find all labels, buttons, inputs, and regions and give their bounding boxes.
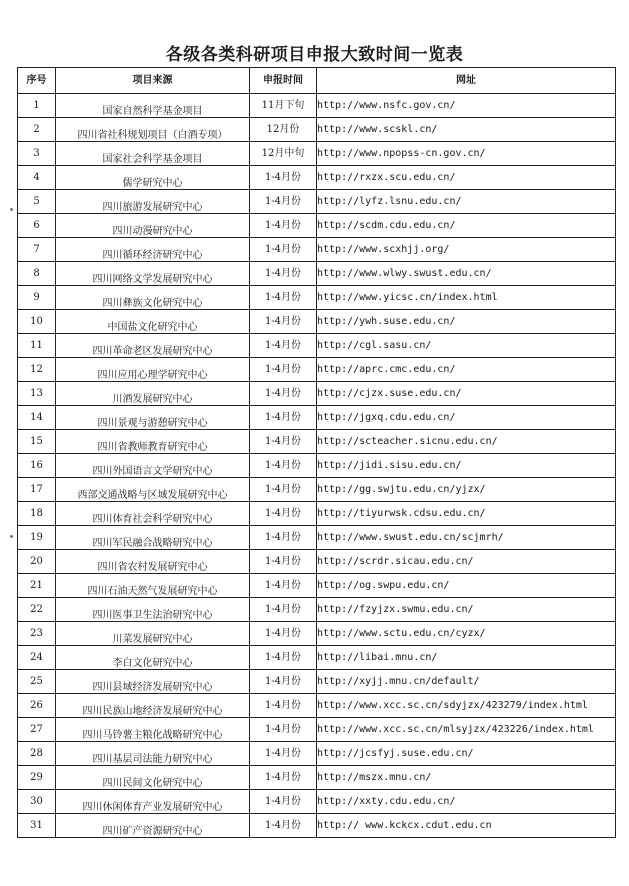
row-number: 21 [18, 574, 56, 598]
website-url[interactable]: http://aprc.cmc.edu.cn/ [317, 358, 616, 382]
project-source: 川酒发展研究中心 [56, 382, 250, 406]
application-time: 12月份 [250, 118, 317, 142]
table-row [18, 358, 616, 382]
project-source: 四川体育社会科学研究中心 [56, 502, 250, 526]
header-no: 序号 [18, 68, 56, 94]
table-row [18, 286, 616, 310]
website-url[interactable]: http:// www.kckcx.cdut.edu.cn [317, 814, 616, 838]
table-row [18, 190, 616, 214]
row-number: 9 [18, 286, 56, 310]
project-source: 四川应用心理学研究中心 [56, 358, 250, 382]
website-url[interactable]: http://www.xcc.sc.cn/mlsyjzx/423226/index.html [317, 718, 616, 742]
table-row [18, 574, 616, 598]
row-number: 20 [18, 550, 56, 574]
table-row [18, 214, 616, 238]
table-row [18, 502, 616, 526]
table-header-row [18, 68, 616, 94]
table-body [18, 94, 616, 838]
header-url: 网址 [317, 68, 616, 94]
project-source: 四川民间文化研究中心 [56, 766, 250, 790]
application-time: 1-4月份 [250, 526, 317, 550]
application-time: 1-4月份 [250, 814, 317, 838]
application-time: 1-4月份 [250, 382, 317, 406]
table-row [18, 166, 616, 190]
application-time: 11月下旬 [250, 94, 317, 118]
application-time: 1-4月份 [250, 286, 317, 310]
application-time: 1-4月份 [250, 334, 317, 358]
row-number: 15 [18, 430, 56, 454]
project-source: 儒学研究中心 [56, 166, 250, 190]
table-row [18, 334, 616, 358]
scan-speck [10, 208, 13, 211]
row-number: 14 [18, 406, 56, 430]
website-url[interactable]: http://scdm.cdu.edu.cn/ [317, 214, 616, 238]
row-number: 23 [18, 622, 56, 646]
website-url[interactable]: http://og.swpu.edu.cn/ [317, 574, 616, 598]
row-number: 31 [18, 814, 56, 838]
table-row [18, 670, 616, 694]
table-row [18, 766, 616, 790]
project-source: 四川革命老区发展研究中心 [56, 334, 250, 358]
application-time: 1-4月份 [250, 166, 317, 190]
project-source: 李白文化研究中心 [56, 646, 250, 670]
project-source: 四川外国语言文学研究中心 [56, 454, 250, 478]
project-source: 四川军民融合战略研究中心 [56, 526, 250, 550]
row-number: 28 [18, 742, 56, 766]
project-source: 四川省社科规划项目（白酒专项） [56, 118, 250, 142]
row-number: 26 [18, 694, 56, 718]
row-number: 3 [18, 142, 56, 166]
application-time: 1-4月份 [250, 766, 317, 790]
website-url[interactable]: http://jcsfyj.suse.edu.cn/ [317, 742, 616, 766]
website-url[interactable]: http://libai.mnu.cn/ [317, 646, 616, 670]
application-time: 1-4月份 [250, 574, 317, 598]
table-row [18, 622, 616, 646]
application-time: 1-4月份 [250, 478, 317, 502]
row-number: 11 [18, 334, 56, 358]
application-time: 1-4月份 [250, 718, 317, 742]
table-row [18, 646, 616, 670]
application-time: 1-4月份 [250, 238, 317, 262]
page-title: 各级各类科研项目申报大致时间一览表 [165, 45, 464, 65]
website-url[interactable]: http://www.yicsc.cn/index.html [317, 286, 616, 310]
row-number: 24 [18, 646, 56, 670]
website-url[interactable]: http://www.scxhjj.org/ [317, 238, 616, 262]
website-url[interactable]: http://gg.swjtu.edu.cn/yjzx/ [317, 478, 616, 502]
application-time: 1-4月份 [250, 454, 317, 478]
project-source: 四川彝族文化研究中心 [56, 286, 250, 310]
application-time: 1-4月份 [250, 670, 317, 694]
project-source: 西部交通战略与区域发展研究中心 [56, 478, 250, 502]
project-source: 川菜发展研究中心 [56, 622, 250, 646]
application-time: 1-4月份 [250, 742, 317, 766]
table-row [18, 238, 616, 262]
table-row [18, 550, 616, 574]
website-url[interactable]: http://www.nsfc.gov.cn/ [317, 94, 616, 118]
application-time: 12月中旬 [250, 142, 317, 166]
website-url[interactable]: http://scrdr.sicau.edu.cn/ [317, 550, 616, 574]
website-url[interactable]: http://mszx.mnu.cn/ [317, 766, 616, 790]
table-row [18, 526, 616, 550]
row-number: 7 [18, 238, 56, 262]
table-row [18, 742, 616, 766]
application-time: 1-4月份 [250, 694, 317, 718]
project-source: 四川马铃薯主粮化战略研究中心 [56, 718, 250, 742]
website-url[interactable]: http://lyfz.lsnu.edu.cn/ [317, 190, 616, 214]
website-url[interactable]: http://cjzx.suse.edu.cn/ [317, 382, 616, 406]
table-row [18, 262, 616, 286]
scan-speck [10, 535, 13, 538]
website-url[interactable]: http://www.wlwy.swust.edu.cn/ [317, 262, 616, 286]
project-source: 四川休闲体育产业发展研究中心 [56, 790, 250, 814]
application-time: 1-4月份 [250, 190, 317, 214]
website-url[interactable]: http://www.swust.edu.cn/scjmrh/ [317, 526, 616, 550]
website-url[interactable]: http://jgxq.cdu.edu.cn/ [317, 406, 616, 430]
row-number: 16 [18, 454, 56, 478]
project-source: 四川网络文学发展研究中心 [56, 262, 250, 286]
table-row [18, 478, 616, 502]
application-time: 1-4月份 [250, 622, 317, 646]
table-row [18, 310, 616, 334]
project-source: 四川医事卫生法治研究中心 [56, 598, 250, 622]
row-number: 12 [18, 358, 56, 382]
application-time: 1-4月份 [250, 790, 317, 814]
project-schedule-table [17, 67, 616, 838]
table-row [18, 790, 616, 814]
header-time: 申报时间 [250, 68, 317, 94]
project-source: 四川石油天然气发展研究中心 [56, 574, 250, 598]
row-number: 29 [18, 766, 56, 790]
project-source: 四川矿产资源研究中心 [56, 814, 250, 838]
application-time: 1-4月份 [250, 262, 317, 286]
project-source: 四川民族山地经济发展研究中心 [56, 694, 250, 718]
website-url[interactable]: http://jidi.sisu.edu.cn/ [317, 454, 616, 478]
website-url[interactable]: http://xxty.cdu.edu.cn/ [317, 790, 616, 814]
row-number: 18 [18, 502, 56, 526]
project-source: 四川县域经济发展研究中心 [56, 670, 250, 694]
application-time: 1-4月份 [250, 406, 317, 430]
website-url[interactable]: http://www.sctu.edu.cn/cyzx/ [317, 622, 616, 646]
table-row [18, 814, 616, 838]
table-row [18, 454, 616, 478]
row-number: 6 [18, 214, 56, 238]
application-time: 1-4月份 [250, 550, 317, 574]
website-url[interactable]: http://tiyurwsk.cdsu.edu.cn/ [317, 502, 616, 526]
application-time: 1-4月份 [250, 646, 317, 670]
application-time: 1-4月份 [250, 430, 317, 454]
table-row [18, 94, 616, 118]
row-number: 2 [18, 118, 56, 142]
website-url[interactable]: http://cgl.sasu.cn/ [317, 334, 616, 358]
row-number: 27 [18, 718, 56, 742]
row-number: 10 [18, 310, 56, 334]
website-url[interactable]: http://xyjj.mnu.cn/default/ [317, 670, 616, 694]
table-row [18, 598, 616, 622]
website-url[interactable]: http://www.xcc.sc.cn/sdyjzx/423279/index.html [317, 694, 616, 718]
website-url[interactable]: http://www.scskl.cn/ [317, 118, 616, 142]
table-row [18, 718, 616, 742]
header-source: 项目来源 [56, 68, 250, 94]
project-source: 四川动漫研究中心 [56, 214, 250, 238]
row-number: 25 [18, 670, 56, 694]
table-row [18, 430, 616, 454]
website-url[interactable]: http://ywh.suse.edu.cn/ [317, 310, 616, 334]
website-url[interactable]: http://fzyjzx.swmu.edu.cn/ [317, 598, 616, 622]
project-source: 四川旅游发展研究中心 [56, 190, 250, 214]
project-source: 中国盐文化研究中心 [56, 310, 250, 334]
application-time: 1-4月份 [250, 358, 317, 382]
table-row [18, 142, 616, 166]
website-url[interactable]: http://www.npopss-cn.gov.cn/ [317, 142, 616, 166]
application-time: 1-4月份 [250, 310, 317, 334]
row-number: 17 [18, 478, 56, 502]
table-row [18, 694, 616, 718]
row-number: 8 [18, 262, 56, 286]
row-number: 1 [18, 94, 56, 118]
row-number: 4 [18, 166, 56, 190]
row-number: 5 [18, 190, 56, 214]
table-row [18, 118, 616, 142]
project-source: 国家社会科学基金项目 [56, 142, 250, 166]
row-number: 30 [18, 790, 56, 814]
project-source: 四川省教师教育研究中心 [56, 430, 250, 454]
application-time: 1-4月份 [250, 214, 317, 238]
website-url[interactable]: http://rxzx.scu.edu.cn/ [317, 166, 616, 190]
project-source: 四川省农村发展研究中心 [56, 550, 250, 574]
row-number: 19 [18, 526, 56, 550]
table-row [18, 382, 616, 406]
project-source: 四川循环经济研究中心 [56, 238, 250, 262]
row-number: 13 [18, 382, 56, 406]
application-time: 1-4月份 [250, 598, 317, 622]
project-source: 四川基层司法能力研究中心 [56, 742, 250, 766]
website-url[interactable]: http://scteacher.sicnu.edu.cn/ [317, 430, 616, 454]
project-source: 四川景观与游憩研究中心 [56, 406, 250, 430]
table-row [18, 406, 616, 430]
project-source: 国家自然科学基金项目 [56, 94, 250, 118]
row-number: 22 [18, 598, 56, 622]
application-time: 1-4月份 [250, 502, 317, 526]
